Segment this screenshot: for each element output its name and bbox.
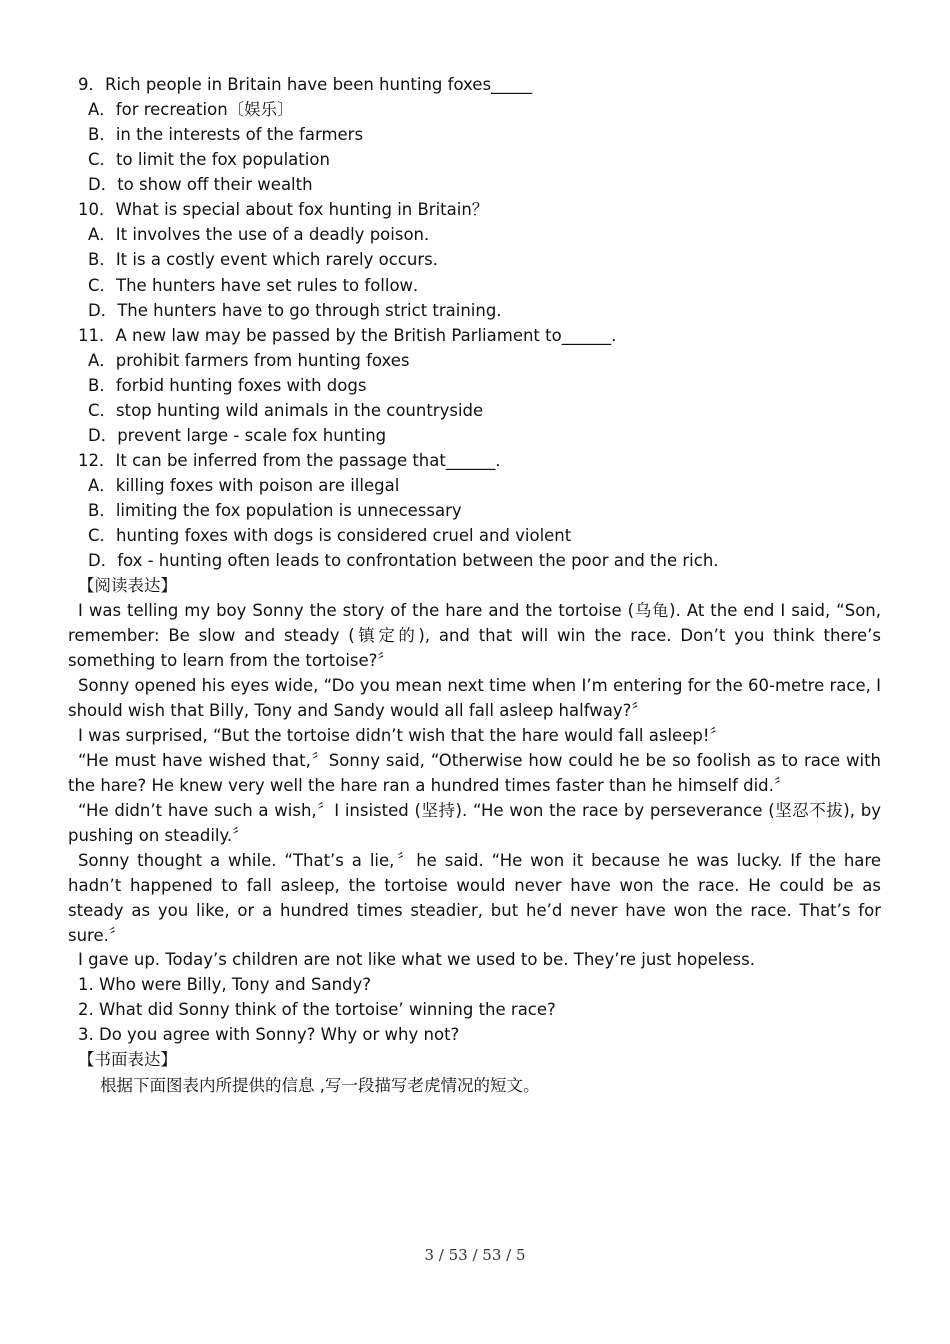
question-9-option-b: B．in the interests of the farmers bbox=[88, 125, 364, 144]
question-11-option-a: A．prohibit farmers from hunting foxes bbox=[88, 351, 410, 370]
question-10-stem: 10．What is special about fox hunting in Britain？ bbox=[78, 200, 489, 219]
reading-section-heading: 【阅读表达】 bbox=[78, 576, 177, 595]
question-11-option-c: C．stop hunting wild animals in the countryside bbox=[88, 401, 484, 420]
reading-question-2: 2. What did Sonny think of the tortoise’ winning the race? bbox=[78, 1000, 556, 1019]
question-10-option-c: C．The hunters have set rules to follow． bbox=[88, 276, 430, 295]
question-10-option-a: A．It involves the use of a deadly poison． bbox=[88, 225, 441, 244]
story-paragraph: I gave up. Today’s children are not like what we used to be. They’re just hopeless. bbox=[78, 950, 755, 969]
question-12-option-c: C．hunting foxes with dogs is considered cruel and violent bbox=[88, 526, 572, 545]
question-12-stem: 12．It can be inferred from the passage that______． bbox=[78, 451, 512, 470]
question-10-option-b: B．It is a costly event which rarely occurs． bbox=[88, 250, 450, 269]
question-12-option-a: A．killing foxes with poison are illegal bbox=[88, 476, 400, 495]
story-paragraph: “He didn’t have such a wish,〞I insisted (坚持). “He won the race by perseverance (坚忍不拔), by pushing on steadily.〞 bbox=[68, 801, 881, 845]
story-paragraph: Sonny opened his eyes wide, “Do you mean next time when I’m entering for the 60-metre race, I should wish that Billy, Tony and Sandy would all fall asleep halfway?〞 bbox=[68, 676, 881, 720]
writing-section-heading: 【书面表达】 bbox=[78, 1050, 177, 1069]
page-number-footer: 3 / 53 / 53 / 5 bbox=[424, 1246, 526, 1264]
question-11-option-d: D．prevent large - scale fox hunting bbox=[88, 426, 387, 445]
story-paragraph: “He must have wished that,〞Sonny said, “Otherwise how could he be so foolish as to race with the hare? He knew very well the hare ran a hundred times faster than he himself did.〞 bbox=[68, 751, 881, 795]
story-paragraph: Sonny thought a while. “That’s a lie,〞he said. “He won it because he was lucky. If the hare hadn’t happened to fall asleep, the tortoise would never have won the race. He could be as steady as you like, or a hundred times steadier, but he’d never have won the race. That’s for sure.〞 bbox=[68, 851, 881, 945]
question-12-option-b: B．limiting the fox population is unnecessary bbox=[88, 501, 462, 520]
question-12-option-d: D．fox - hunting often leads to confrontation between the poor and the rich． bbox=[88, 551, 730, 570]
story-paragraph: I was surprised, “But the tortoise didn’t wish that the hare would fall asleep!〞 bbox=[78, 726, 726, 745]
question-10-option-d: D．The hunters have to go through strict training． bbox=[88, 301, 513, 320]
question-9-option-a: A．for recreation〔娱乐〕 bbox=[88, 100, 294, 119]
reading-question-3: 3. Do you agree with Sonny? Why or why not? bbox=[78, 1025, 460, 1044]
question-9-stem: 9．Rich people in Britain have been hunting foxes_____ bbox=[78, 75, 533, 94]
writing-instruction: 根据下面图表内所提供的信息 ,写一段描写老虎情况的短文。 bbox=[100, 1076, 540, 1095]
question-11-option-b: B．forbid hunting foxes with dogs bbox=[88, 376, 367, 395]
reading-question-1: 1. Who were Billy, Tony and Sandy? bbox=[78, 975, 372, 994]
story-paragraph: I was telling my boy Sonny the story of the hare and the tortoise (乌龟). At the end I said, “Son, remember: Be slow and steady (镇定的), and that will win the race. Don’t you think there’s something to learn from the tortoise?〞 bbox=[68, 601, 881, 670]
question-9-option-d: D．to show off their wealth bbox=[88, 175, 313, 194]
question-11-stem: 11．A new law may be passed by the British Parliament to______． bbox=[78, 326, 628, 345]
question-9-option-c: C．to limit the fox population bbox=[88, 150, 330, 169]
